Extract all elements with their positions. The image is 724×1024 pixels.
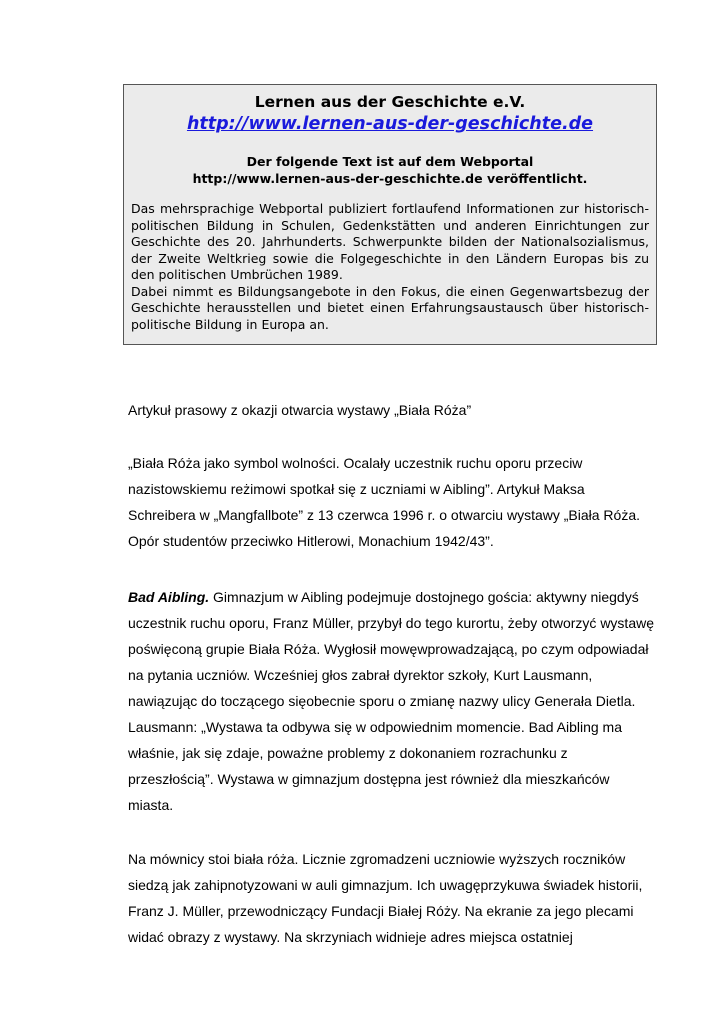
body-paragraph-1-text: Gimnazjum w Aibling podejmuje dostojnego gościa: aktywny niegdyś uczestnik ruchu oporu, Franz Müller, przybył do tego kurortu, żeby otworzyć wystawę poświęconą grupie Biała Róża. Wygłosił mowęwprowadzającą, po czym odpowiadał na pytania uczniów. Wcześniej głos zabrał dyrektor szkoły, Kurt Lausmann, nawiązując do toczącego sięobecnie sporu o zmianę nazwy ulicy Generała Dietla. Lausmann: „Wystawa ta odbywa się w odpowiednim momencie. Bad Aibling ma właśnie, jak się zdaje, poważne problemy z dokonaniem rozrachunku z przeszłością”. Wystawa w gimnazjum dostępna jest również dla mieszkańców miasta.	[128, 589, 654, 813]
article-body-paragraph-1	[128, 584, 654, 818]
notice-line-2: http://www.lernen-aus-der-geschichte.de veröffentlicht.	[192, 171, 588, 186]
publication-notice	[131, 153, 649, 187]
article-title: Artykuł prasowy z okazji otwarcia wystawy „Biała Róża”	[128, 402, 472, 418]
description-paragraph-1: Das mehrsprachige Webportal publiziert fortlaufend Informationen zur historisch-politischen Bildung in Schulen, Gedenkstätten und anderen Einrichtungen zur Geschichte des 20. Jahrhunderts. Schwerpunkte bilden der Nationalsozialismus, der Zweite Weltkrieg sowie die Folgegeschichte in den Ländern Europas bis zu den politischen Umbrüchen 1989.	[131, 201, 649, 282]
dateline-place: Bad Aibling.	[128, 589, 210, 605]
article-body-paragraph-2: Na mównicy stoi biała róża. Licznie zgromadzeni uczniowie wyższych roczników siedzą jak zahipnotyzowani w auli gimnazjum. Ich uwagęprzykuwa świadek historii, Franz J. Müller, przewodniczący Fundacji Białej Róży. Na ekranie za jego plecami widać obrazy z wystawy. Na skrzyniach widnieje adres miejsca ostatniej	[128, 851, 643, 945]
article-subtitle-paragraph: „Biała Róża jako symbol wolności. Ocalały uczestnik ruchu oporu przeciw nazistowskiemu reżimowi spotkał się z uczniami w Aibling”. Artykuł Maksa Schreibera w „Mangfallbote” z 13 czerwca 1996 r. o otwarciu wystawy „Biała Róża. Opór studentów przeciwko Hitlerowi, Monachium 1942/43”.	[128, 455, 640, 549]
article-content	[128, 400, 654, 950]
portal-description	[131, 201, 649, 333]
description-paragraph-2: Dabei nimmt es Bildungsangebote in den Fokus, die einen Gegenwartsbezug der Geschichte herausstellen und bietet einen Erfahrungsaustausch über historisch-politische Bildung in Europa an.	[131, 283, 649, 332]
header-info-box	[123, 84, 657, 345]
organization-name: Lernen aus der Geschichte e.V.	[254, 93, 526, 111]
organization-url-link[interactable]: http://www.lernen-aus-der-geschichte.de	[186, 114, 594, 134]
notice-line-1: Der folgende Text ist auf dem Webportal	[246, 154, 534, 169]
